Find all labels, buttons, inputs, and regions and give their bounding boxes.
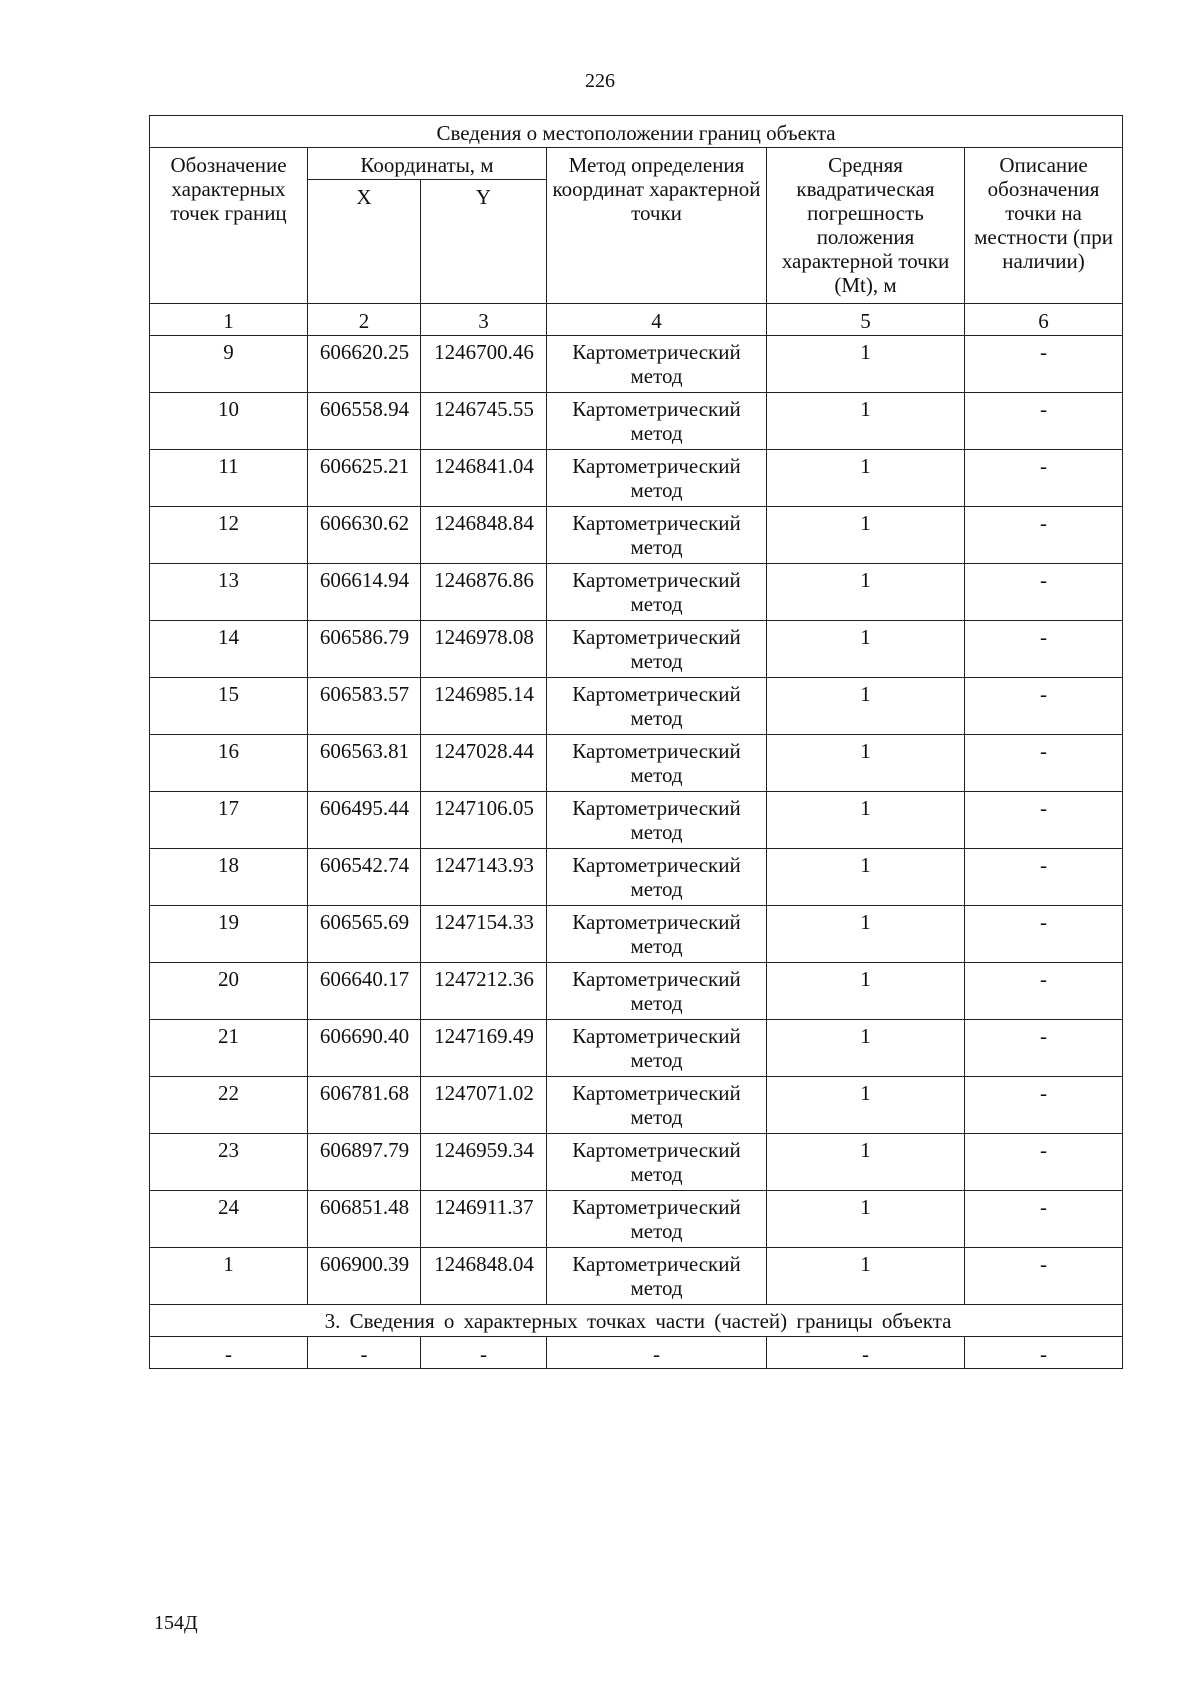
description-cell: -	[965, 1191, 1123, 1248]
point-cell: 16	[150, 735, 308, 792]
method-cell: Картометрический метод	[547, 906, 767, 963]
point-cell: 10	[150, 393, 308, 450]
accuracy-cell: 1	[767, 1134, 965, 1191]
table-row	[150, 621, 1123, 678]
accuracy-cell: 1	[767, 1020, 965, 1077]
accuracy-cell: 1	[767, 1248, 965, 1305]
point-cell: 21	[150, 1020, 308, 1077]
x-cell: 606851.48	[308, 1191, 421, 1248]
header-description: Описание обозначения точки на местности (при наличии)	[965, 148, 1123, 304]
x-cell: 606640.17	[308, 963, 421, 1020]
description-cell: -	[965, 849, 1123, 906]
table-row	[150, 792, 1123, 849]
description-cell: -	[965, 393, 1123, 450]
empty-cell: -	[767, 1337, 965, 1369]
description-cell: -	[965, 735, 1123, 792]
header-accuracy: Средняя квадратическая погрешность положения характерной точки (Mt), м	[767, 148, 965, 304]
table-row	[150, 1191, 1123, 1248]
table-row	[150, 735, 1123, 792]
y-cell: 1246841.04	[421, 450, 547, 507]
table-row	[150, 1248, 1123, 1305]
method-cell: Картометрический метод	[547, 564, 767, 621]
empty-cell: -	[150, 1337, 308, 1369]
description-cell: -	[965, 450, 1123, 507]
y-cell: 1246985.14	[421, 678, 547, 735]
description-cell: -	[965, 678, 1123, 735]
section3-row	[150, 1305, 1123, 1337]
y-cell: 1247106.05	[421, 792, 547, 849]
description-cell: -	[965, 564, 1123, 621]
description-cell: -	[965, 1248, 1123, 1305]
table-row	[150, 849, 1123, 906]
table-title: Сведения о местоположении границ объекта	[150, 116, 1123, 148]
method-cell: Картометрический метод	[547, 450, 767, 507]
point-cell: 11	[150, 450, 308, 507]
method-cell: Картометрический метод	[547, 1248, 767, 1305]
x-cell: 606495.44	[308, 792, 421, 849]
y-cell: 1246876.86	[421, 564, 547, 621]
method-cell: Картометрический метод	[547, 735, 767, 792]
column-number: 6	[965, 304, 1123, 336]
table-row	[150, 1077, 1123, 1134]
page-number: 226	[585, 70, 615, 92]
method-cell: Картометрический метод	[547, 963, 767, 1020]
y-cell: 1246848.04	[421, 1248, 547, 1305]
point-cell: 24	[150, 1191, 308, 1248]
y-cell: 1247143.93	[421, 849, 547, 906]
column-number: 2	[308, 304, 421, 336]
description-cell: -	[965, 906, 1123, 963]
section3-empty-row	[150, 1337, 1123, 1369]
table-row	[150, 678, 1123, 735]
table-row	[150, 564, 1123, 621]
y-cell: 1247154.33	[421, 906, 547, 963]
y-cell: 1246700.46	[421, 336, 547, 393]
description-cell: -	[965, 1134, 1123, 1191]
accuracy-cell: 1	[767, 678, 965, 735]
accuracy-cell: 1	[767, 336, 965, 393]
table-row	[150, 450, 1123, 507]
method-cell: Картометрический метод	[547, 1077, 767, 1134]
x-cell: 606565.69	[308, 906, 421, 963]
boundary-table	[149, 115, 1123, 1369]
header-point-designation: Обозначение характерных точек границ	[150, 148, 308, 304]
x-cell: 606900.39	[308, 1248, 421, 1305]
x-cell: 606781.68	[308, 1077, 421, 1134]
section3-title: 3. Сведения о характерных точках части (частей) границы объекта	[150, 1305, 1123, 1337]
x-cell: 606614.94	[308, 564, 421, 621]
accuracy-cell: 1	[767, 507, 965, 564]
point-cell: 15	[150, 678, 308, 735]
accuracy-cell: 1	[767, 393, 965, 450]
x-cell: 606690.40	[308, 1020, 421, 1077]
y-cell: 1246959.34	[421, 1134, 547, 1191]
y-cell: 1247028.44	[421, 735, 547, 792]
table-row	[150, 1134, 1123, 1191]
table-row	[150, 336, 1123, 393]
accuracy-cell: 1	[767, 1077, 965, 1134]
column-number: 1	[150, 304, 308, 336]
method-cell: Картометрический метод	[547, 393, 767, 450]
table-row	[150, 1020, 1123, 1077]
point-cell: 22	[150, 1077, 308, 1134]
empty-cell: -	[965, 1337, 1123, 1369]
header-method: Метод определения координат характерной точки	[547, 148, 767, 304]
method-cell: Картометрический метод	[547, 849, 767, 906]
column-number: 5	[767, 304, 965, 336]
accuracy-cell: 1	[767, 906, 965, 963]
empty-cell: -	[421, 1337, 547, 1369]
point-cell: 18	[150, 849, 308, 906]
description-cell: -	[965, 792, 1123, 849]
empty-cell: -	[308, 1337, 421, 1369]
x-cell: 606563.81	[308, 735, 421, 792]
y-cell: 1247212.36	[421, 963, 547, 1020]
point-cell: 12	[150, 507, 308, 564]
table-title-row	[150, 116, 1123, 148]
table-row	[150, 393, 1123, 450]
table-row	[150, 906, 1123, 963]
point-cell: 17	[150, 792, 308, 849]
point-cell: 14	[150, 621, 308, 678]
method-cell: Картометрический метод	[547, 336, 767, 393]
method-cell: Картометрический метод	[547, 1191, 767, 1248]
column-number: 3	[421, 304, 547, 336]
accuracy-cell: 1	[767, 792, 965, 849]
accuracy-cell: 1	[767, 1191, 965, 1248]
table-row	[150, 507, 1123, 564]
x-cell: 606630.62	[308, 507, 421, 564]
description-cell: -	[965, 963, 1123, 1020]
y-cell: 1247169.49	[421, 1020, 547, 1077]
x-cell: 606542.74	[308, 849, 421, 906]
x-cell: 606625.21	[308, 450, 421, 507]
accuracy-cell: 1	[767, 963, 965, 1020]
accuracy-cell: 1	[767, 450, 965, 507]
x-cell: 606897.79	[308, 1134, 421, 1191]
column-number: 4	[547, 304, 767, 336]
column-numbers-row	[150, 304, 1123, 336]
description-cell: -	[965, 336, 1123, 393]
accuracy-cell: 1	[767, 849, 965, 906]
point-cell: 23	[150, 1134, 308, 1191]
description-cell: -	[965, 1077, 1123, 1134]
method-cell: Картометрический метод	[547, 678, 767, 735]
method-cell: Картометрический метод	[547, 621, 767, 678]
y-cell: 1246745.55	[421, 393, 547, 450]
accuracy-cell: 1	[767, 735, 965, 792]
x-cell: 606583.57	[308, 678, 421, 735]
method-cell: Картометрический метод	[547, 792, 767, 849]
point-cell: 1	[150, 1248, 308, 1305]
table-row	[150, 963, 1123, 1020]
x-cell: 606558.94	[308, 393, 421, 450]
header-y: Y	[421, 180, 547, 304]
method-cell: Картометрический метод	[547, 1020, 767, 1077]
description-cell: -	[965, 1020, 1123, 1077]
x-cell: 606586.79	[308, 621, 421, 678]
accuracy-cell: 1	[767, 621, 965, 678]
accuracy-cell: 1	[767, 564, 965, 621]
point-cell: 20	[150, 963, 308, 1020]
description-cell: -	[965, 621, 1123, 678]
header-row	[150, 148, 1123, 180]
y-cell: 1246848.84	[421, 507, 547, 564]
y-cell: 1247071.02	[421, 1077, 547, 1134]
empty-cell: -	[547, 1337, 767, 1369]
method-cell: Картометрический метод	[547, 507, 767, 564]
y-cell: 1246911.37	[421, 1191, 547, 1248]
method-cell: Картометрический метод	[547, 1134, 767, 1191]
point-cell: 9	[150, 336, 308, 393]
document-code: 154Д	[154, 1612, 198, 1634]
header-coordinates: Координаты, м	[308, 148, 547, 180]
point-cell: 13	[150, 564, 308, 621]
header-x: X	[308, 180, 421, 304]
x-cell: 606620.25	[308, 336, 421, 393]
description-cell: -	[965, 507, 1123, 564]
y-cell: 1246978.08	[421, 621, 547, 678]
point-cell: 19	[150, 906, 308, 963]
